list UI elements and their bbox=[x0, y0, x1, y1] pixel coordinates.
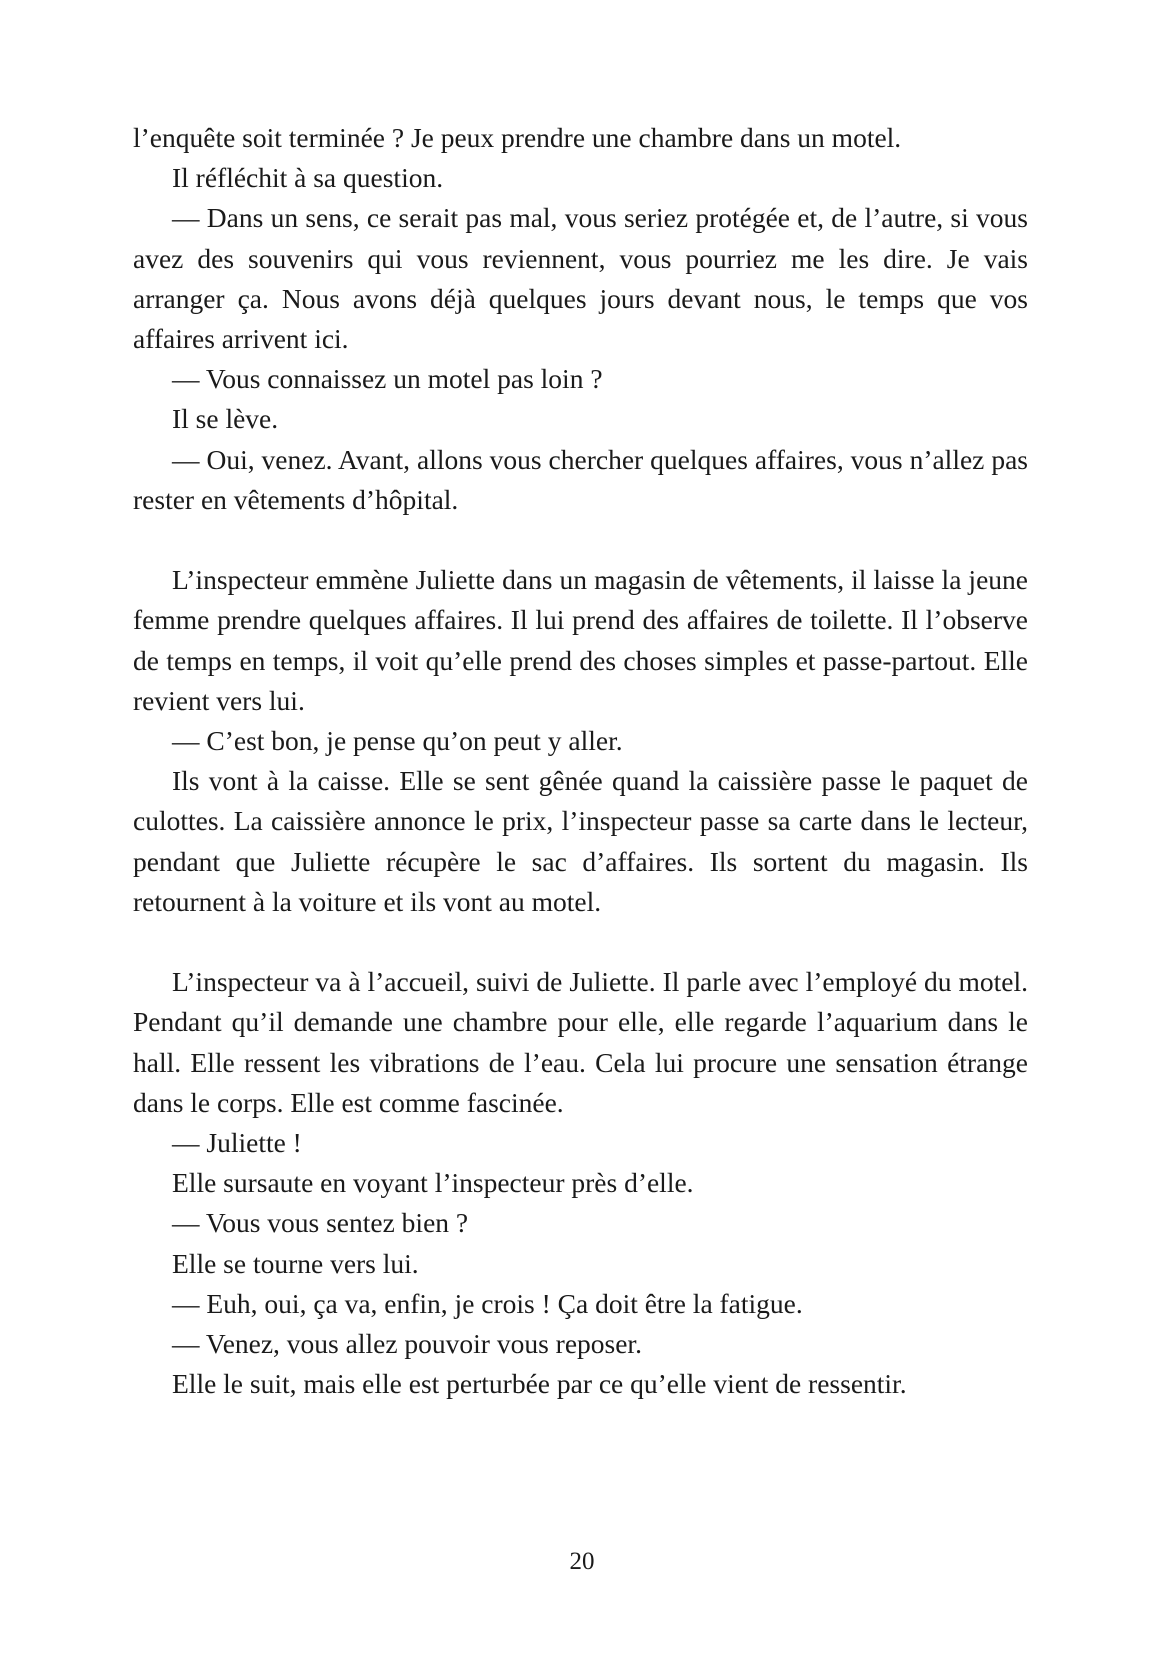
dialogue-line: — Juliette ! bbox=[172, 1127, 302, 1159]
dialogue-line: — Vous connaissez un motel pas loin ? bbox=[172, 363, 603, 395]
paragraph: Elle sursaute en voyant l’inspecteur près d’elle. bbox=[172, 1167, 694, 1199]
dialogue-line: — Vous vous sentez bien ? bbox=[172, 1207, 469, 1239]
paragraph: L’inspecteur emmène Juliette dans un magasin de vêtements, il laisse la jeune femme prendre quelques affaires. Il lui prend des affaires de toilette. Il l’observe de temps en temps, il voit qu’elle prend des choses simples et passe-partout. Elle revient vers lui. bbox=[133, 564, 1028, 716]
section-break bbox=[133, 922, 1028, 962]
paragraph: Il réfléchit à sa question. bbox=[172, 162, 444, 194]
dialogue-line: — C’est bon, je pense qu’on peut y aller. bbox=[172, 725, 623, 757]
paragraph: Elle le suit, mais elle est perturbée par ce qu’elle vient de ressentir. bbox=[172, 1368, 907, 1400]
paragraph: Elle se tourne vers lui. bbox=[172, 1247, 419, 1279]
paragraph: Ils vont à la caisse. Elle se sent gênée quand la caissière passe le paquet de culottes. La caissière annonce le prix, l’inspecteur passe sa carte dans le lecteur, pendant que Juliette récupère le sac d’affaires. Ils sortent du magasin. Ils retournent à la voiture et ils vont au motel. bbox=[133, 765, 1028, 917]
dialogue-line: — Dans un sens, ce serait pas mal, vous seriez protégée et, de l’autre, si vous avez des souvenirs qui vous reviennent, vous pourriez me les dire. Je vais arranger ça. Nous avons déjà quelques jours devant nous, le temps que vos affaires arrivent ici. bbox=[133, 202, 1028, 355]
page-number: 20 bbox=[569, 1548, 595, 1575]
dialogue-line: — Euh, oui, ça va, enfin, je crois ! Ça doit être la fatigue. bbox=[172, 1287, 803, 1319]
section-break bbox=[133, 520, 1028, 560]
paragraph: L’inspecteur va à l’accueil, suivi de Juliette. Il parle avec l’employé du motel. Pendant qu’il demande une chambre pour elle, elle regarde l’aquarium dans le hall. Elle ressent les vibrations de l’eau. Cela lui procure une sensation étrange dans le corps. Elle est comme fascinée. bbox=[133, 966, 1028, 1118]
page-body bbox=[133, 118, 1028, 1404]
paragraph: Il se lève. bbox=[172, 403, 279, 435]
paragraph-continuation: l’enquête soit terminée ? Je peux prendre une chambre dans un motel. bbox=[133, 122, 902, 153]
dialogue-line: — Venez, vous allez pouvoir vous reposer. bbox=[172, 1328, 642, 1360]
dialogue-line: — Oui, venez. Avant, allons vous chercher quelques affaires, vous n’allez pas rester en vêtements d’hôpital. bbox=[133, 443, 1028, 515]
